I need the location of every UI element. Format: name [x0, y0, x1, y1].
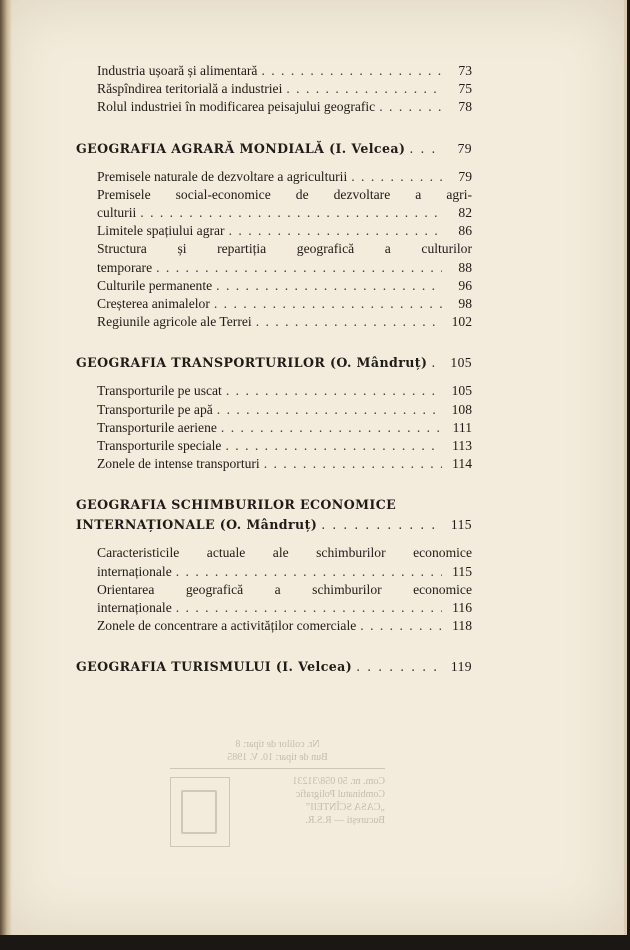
entry-text: Creșterea animalelor	[97, 296, 210, 312]
page-number: 116	[452, 600, 472, 616]
toc-entry	[97, 204, 472, 222]
page-number: 78	[458, 99, 472, 115]
toc-entry	[97, 277, 472, 295]
entry-text: Zonele de concentrare a activităților comerciale	[97, 618, 357, 634]
leader-dots	[360, 617, 442, 635]
page-number: 105	[451, 383, 472, 399]
entry-text: culturii	[97, 205, 137, 221]
colophon-rule	[170, 768, 385, 769]
toc-entry	[97, 98, 472, 116]
page-number: 111	[452, 419, 472, 435]
page-number: 96	[458, 277, 472, 293]
toc-section-heading	[76, 139, 472, 159]
page-number: 88	[458, 259, 472, 275]
leader-dots	[214, 295, 442, 313]
leader-dots	[176, 599, 442, 617]
heading-text: GEOGRAFIA SCHIMBURILOR ECONOMICE	[76, 497, 397, 513]
leader-dots	[140, 204, 442, 222]
toc-section-heading	[76, 657, 472, 677]
toc-entry	[97, 313, 472, 331]
colophon-line: Combinatul Poligrafic	[295, 789, 385, 800]
heading-gap	[76, 373, 472, 382]
colophon-line: Bun de tipar: 10. V. 1985	[227, 752, 328, 763]
toc-entry	[97, 80, 472, 98]
leader-dots	[226, 382, 442, 400]
page-number: 102	[451, 314, 472, 330]
section-gap	[76, 635, 472, 657]
entry-text: temporare	[97, 259, 153, 275]
page-number: 82	[458, 205, 472, 221]
printing-colophon	[170, 738, 385, 847]
toc-entry	[97, 455, 472, 473]
toc-entry	[97, 259, 472, 277]
page-number: 86	[458, 223, 472, 239]
entry-text: internaționale	[97, 600, 172, 616]
leader-dots	[261, 62, 442, 80]
heading-text: INTERNAȚIONALE (O. Mândruț)	[76, 517, 318, 533]
heading-gap	[76, 677, 472, 686]
toc-entry-line: Caracteristicile actuale ale schimburilor economice	[97, 545, 472, 561]
entry-text: Zonele de intense transporturi	[97, 456, 260, 472]
page-number: 73	[458, 63, 472, 78]
toc-entry-line: Structura și repartiția geografică a culturilor	[97, 241, 472, 257]
toc-entry-line: Premisele social-economice de dezvoltare a agri-	[97, 186, 472, 202]
heading-text: GEOGRAFIA TRANSPORTURILOR (O. Mândruț)	[76, 355, 428, 371]
page-number: 79	[458, 168, 472, 184]
toc-section-heading	[76, 495, 472, 515]
leader-dots	[351, 168, 442, 186]
leader-dots	[225, 437, 442, 455]
toc-entry	[97, 563, 472, 581]
leader-dots	[356, 657, 442, 677]
toc-entry-line: Orientarea geografică a schimburilor economice	[97, 581, 472, 597]
toc-entry	[97, 295, 472, 313]
leader-dots	[321, 515, 442, 535]
page-number: 113	[452, 438, 472, 454]
leader-dots	[229, 222, 442, 240]
toc-entry	[97, 382, 472, 400]
page-number: 98	[458, 296, 472, 312]
colophon-line: Nr. colilor de tipar: 8	[235, 739, 320, 750]
page-number: 118	[452, 618, 472, 634]
page-number: 119	[450, 659, 472, 675]
entry-text: Transporturile speciale	[97, 438, 222, 454]
leader-dots	[216, 277, 442, 295]
page-number: 108	[451, 401, 472, 417]
toc-entry	[97, 401, 472, 419]
leader-dots	[379, 98, 442, 116]
toc-entry	[97, 168, 472, 186]
entry-text: Transporturile aeriene	[97, 419, 217, 435]
leader-dots	[286, 80, 442, 98]
heading-gap	[76, 159, 472, 168]
leader-dots	[156, 259, 442, 277]
entry-text: Transporturile pe apă	[97, 401, 213, 417]
leader-dots	[221, 419, 442, 437]
page-number: 79	[457, 140, 472, 156]
entry-text: Culturile permanente	[97, 277, 213, 293]
section-gap	[76, 331, 472, 353]
page-number: 114	[452, 456, 472, 472]
toc-entry	[97, 617, 472, 635]
section-gap	[76, 117, 472, 139]
colophon-line: Com. nr. 50 058/31231	[292, 776, 385, 787]
page-number: 105	[450, 355, 472, 371]
page-number: 75	[458, 81, 472, 97]
page-number: 115	[452, 563, 472, 579]
entry-text: Limitele spațiului agrar	[97, 223, 225, 239]
entry-text: Premisele naturale de dezvoltare a agriculturii	[97, 168, 348, 184]
page-number: 115	[450, 517, 472, 533]
leader-dots	[217, 401, 442, 419]
leader-dots	[176, 563, 442, 581]
section-gap	[76, 473, 472, 495]
toc-section-heading	[76, 515, 472, 535]
entry-text: Regiunile agricole ale Terrei	[97, 314, 252, 330]
heading-gap	[76, 535, 472, 544]
entry-text: Răspîndirea teritorială a industriei	[97, 81, 283, 97]
toc-entry	[97, 222, 472, 240]
toc-entry	[97, 599, 472, 617]
toc-entry	[97, 62, 472, 80]
entry-text: internaționale	[97, 563, 172, 579]
entry-text: Industria ușoară și alimentară	[97, 63, 258, 78]
entry-text: Rolul industriei în modificarea peisajului geografic	[97, 99, 376, 115]
printer-logo-icon	[170, 777, 230, 847]
toc-entry	[97, 419, 472, 437]
leader-dots	[409, 139, 442, 159]
toc-section-heading	[76, 353, 472, 373]
entry-text: Transporturile pe uscat	[97, 383, 222, 399]
leader-dots	[264, 455, 442, 473]
table-of-contents	[76, 62, 472, 686]
leader-dots	[256, 313, 442, 331]
leader-dots	[431, 353, 442, 373]
colophon-line: București — R.S.R.	[305, 815, 385, 826]
heading-text: GEOGRAFIA TURISMULUI (I. Velcea)	[76, 659, 353, 675]
toc-entry	[97, 437, 472, 455]
colophon-line: „CASA SCÎNTEII”	[305, 802, 385, 813]
heading-text: GEOGRAFIA AGRARĂ MONDIALĂ (I. Velcea)	[76, 140, 406, 156]
